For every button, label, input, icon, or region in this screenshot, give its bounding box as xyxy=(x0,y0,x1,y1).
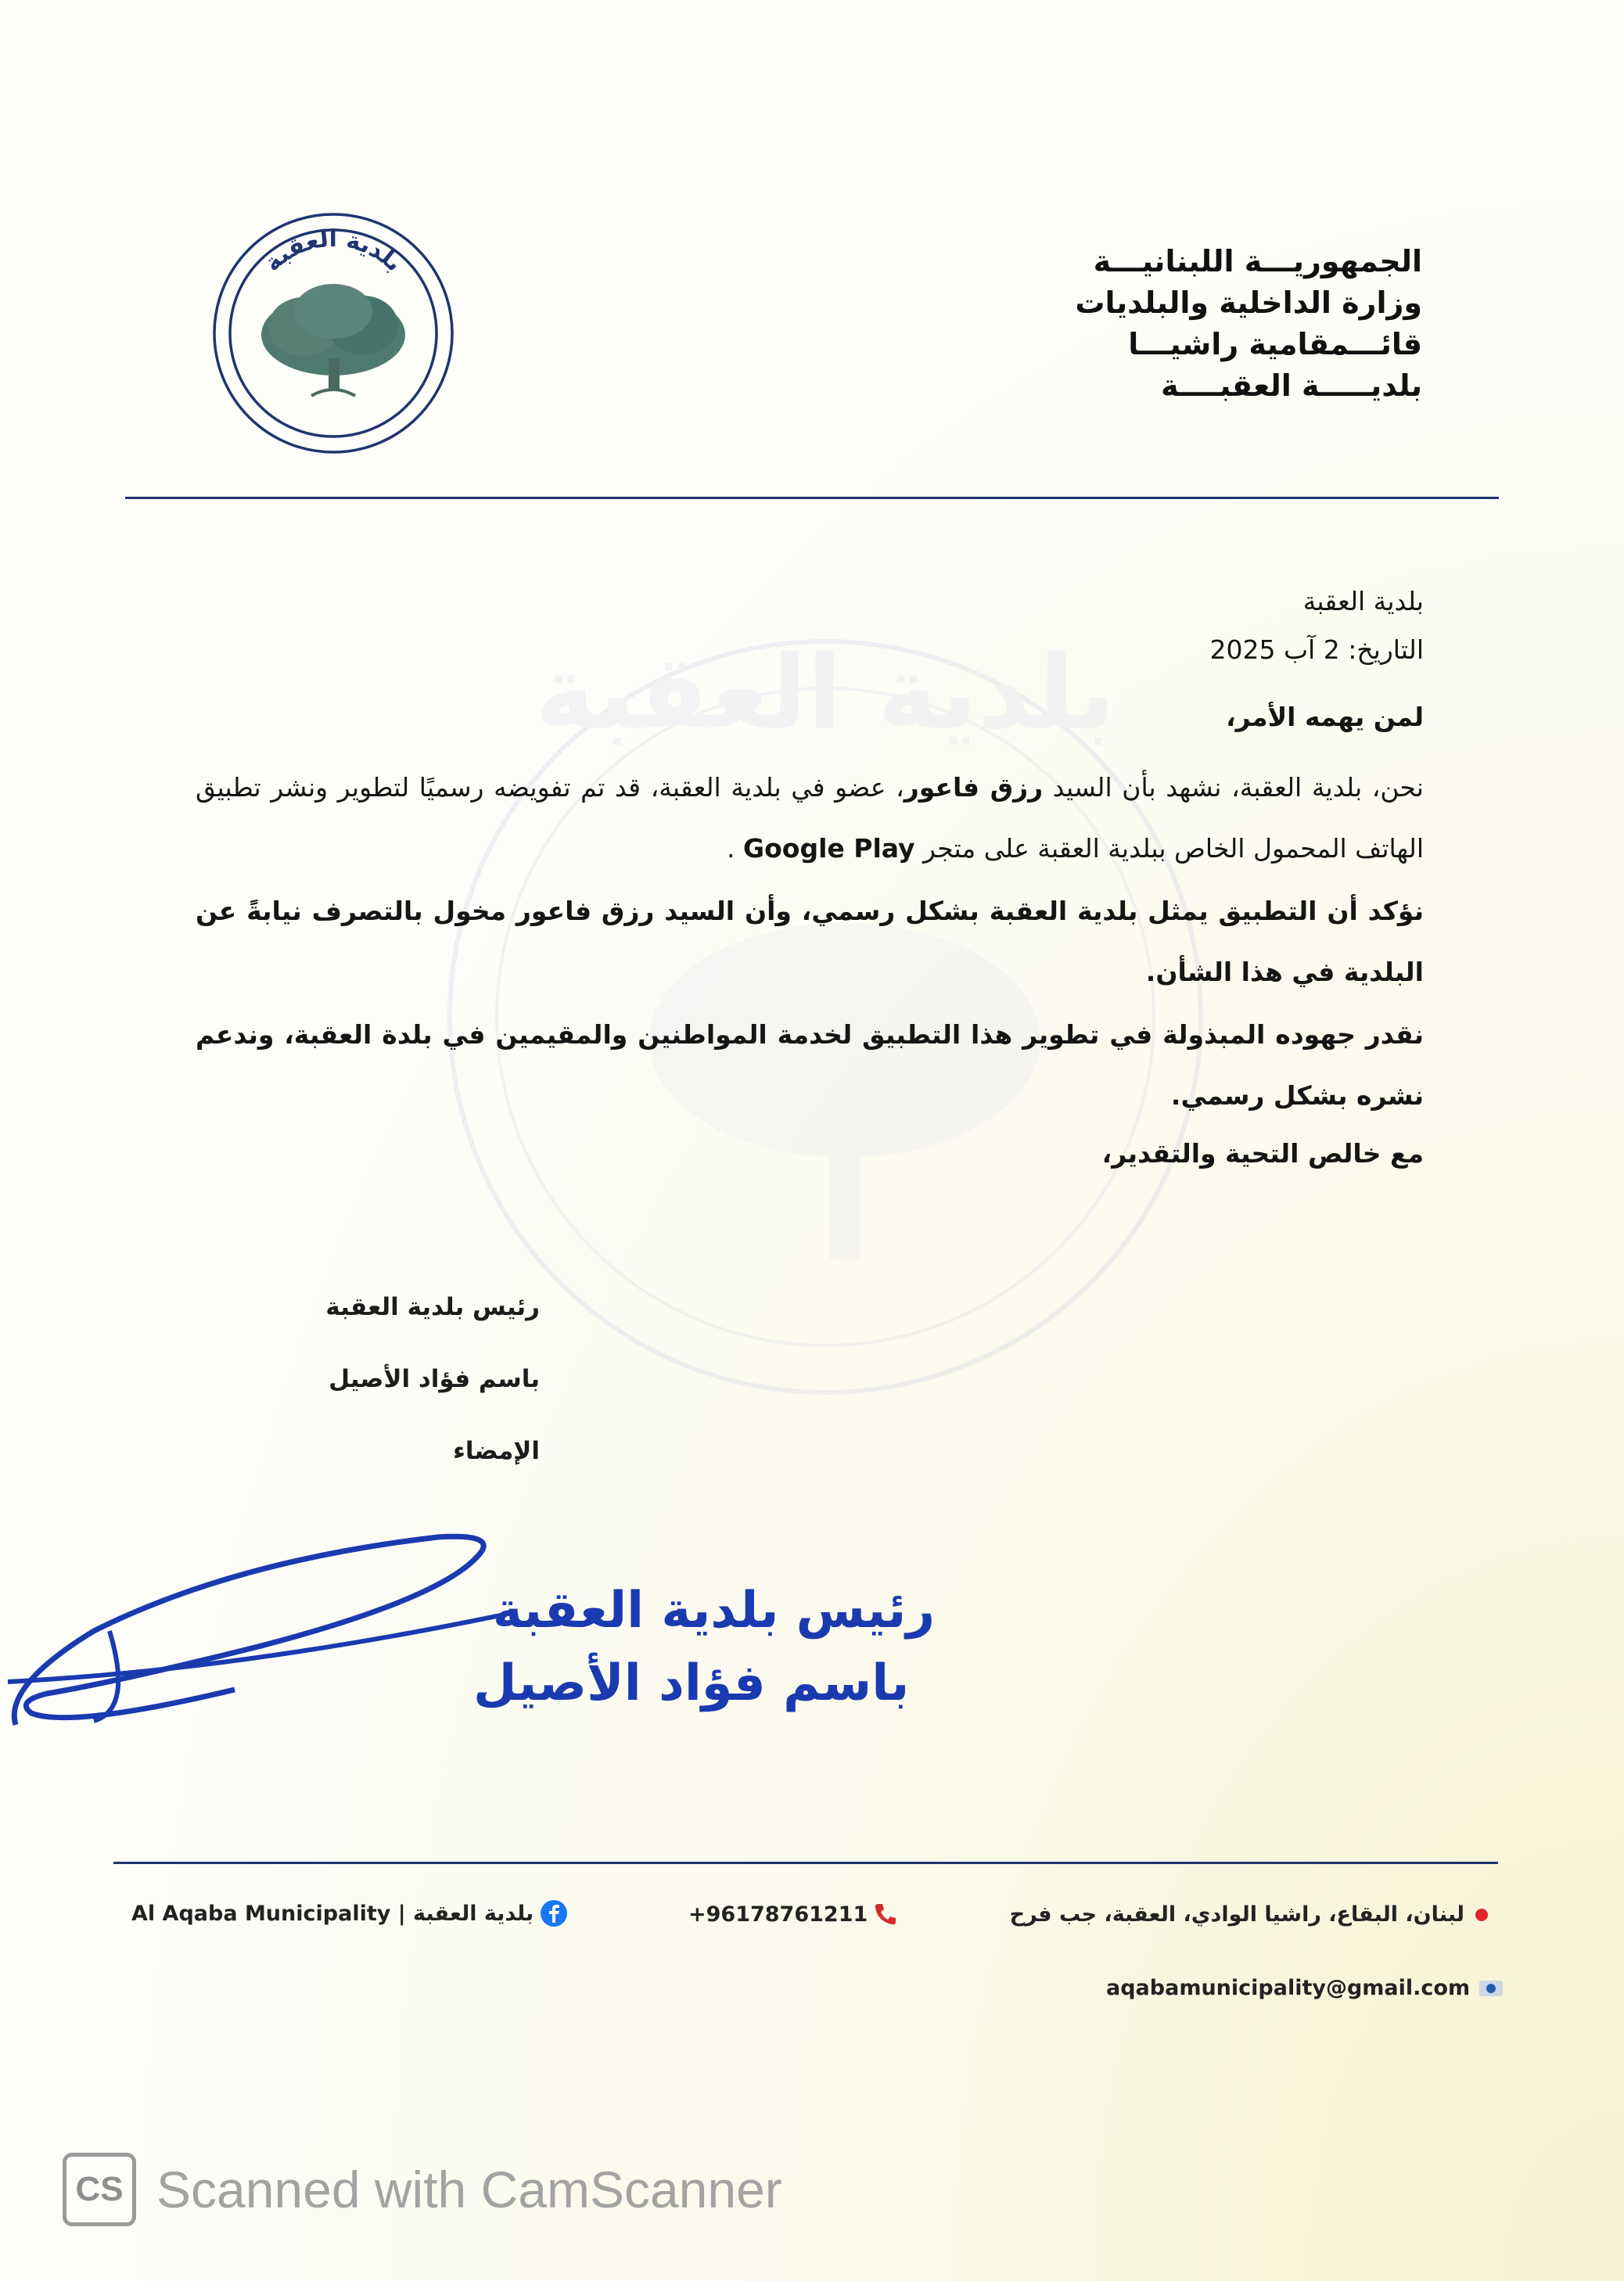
sender-line: بلدية العقبة xyxy=(1302,586,1424,616)
footer-email xyxy=(1106,1976,1504,2000)
stamp-line-2: باسم فؤاد الأصيل xyxy=(473,1654,910,1712)
footer-facebook xyxy=(131,1899,568,1927)
salutation: لمن يهمه الأمر، xyxy=(1226,702,1424,732)
facebook-text: Al Aqaba Municipality | بلدية العقبة xyxy=(131,1901,534,1926)
header-country: الجمهوريـــة اللبنانيـــة xyxy=(1093,244,1422,278)
header-municipality: بلديـــــة العقبــــة xyxy=(1161,368,1422,403)
header-ministry: وزارة الداخلية والبلديات xyxy=(1075,286,1422,320)
paragraph-authorization xyxy=(196,757,1424,879)
header-district: قائـــمقامية راشيـــا xyxy=(1128,327,1422,361)
municipality-logo xyxy=(210,210,457,457)
paragraph-confirmation: نؤكد أن التطبيق يمثل بلدية العقبة بشكل رسمي، وأن السيد رزق فاعور مخول بالتصرف نيابةً عن البلدية في هذا الشأن. xyxy=(196,896,1424,987)
phone-text: +96178761211 xyxy=(688,1902,868,1927)
location-icon xyxy=(1472,1906,1491,1924)
footer-address xyxy=(1010,1902,1491,1927)
closing-line: مع خالص التحية والتقدير، xyxy=(1101,1138,1424,1169)
signatory-block xyxy=(196,1271,540,1487)
p1-after-name: ، عضو في بلدية العقبة، قد تم تفويضه رسميًا لتطوير ونشر تطبيق الهاتف المحمول الخاص ببلدية العقبة على متجر xyxy=(196,772,1424,864)
logo-text: بلدية العقبة xyxy=(259,225,408,278)
camscanner-text: Scanned with CamScanner xyxy=(156,2161,782,2218)
paragraph-appreciation: نقدر جهوده المبذولة في تطوير هذا التطبيق لخدمة المواطنين والمقيمين في بلدة العقبة، وندعم نشره بشكل رسمي. xyxy=(196,1019,1424,1111)
p1-store: Google Play xyxy=(743,833,915,864)
signature-label: الإمضاء xyxy=(453,1437,540,1465)
signatory-name: باسم فؤاد الأصيل xyxy=(329,1365,540,1393)
p1-before-name: نحن، بلدية العقبة، نشهد بأن السيد xyxy=(1043,772,1424,803)
letter-body xyxy=(196,577,1424,1178)
footer-phone xyxy=(688,1901,899,1927)
phone-icon xyxy=(872,1901,899,1927)
p1-name: رزق فاعور xyxy=(904,772,1044,803)
p1-end: . xyxy=(727,833,744,864)
stamp-line-1: رئيس بلدية العقبة xyxy=(493,1582,936,1640)
facebook-icon xyxy=(540,1899,568,1927)
camscanner-watermark xyxy=(63,2153,782,2226)
tree-icon xyxy=(261,284,405,396)
footer-divider xyxy=(113,1862,1498,1864)
watermark-text: بلدية العقبة xyxy=(534,633,1116,752)
signature-stamp xyxy=(0,1514,936,1740)
date-line: التاريخ: 2 آب 2025 xyxy=(1209,634,1424,665)
email-text: aqabamunicipality@gmail.com xyxy=(1106,1976,1471,2000)
svg-text:بلدية العقبة xyxy=(259,225,408,277)
government-header xyxy=(984,241,1422,407)
address-text: لبنان، البقاع، راشيا الوادي، العقبة، جب فرح xyxy=(1009,1902,1464,1927)
signatory-title: رئيس بلدية العقبة xyxy=(325,1293,540,1321)
header-divider xyxy=(125,497,1499,499)
camscanner-logo: CS xyxy=(63,2153,136,2226)
email-icon xyxy=(1478,1978,1504,1999)
